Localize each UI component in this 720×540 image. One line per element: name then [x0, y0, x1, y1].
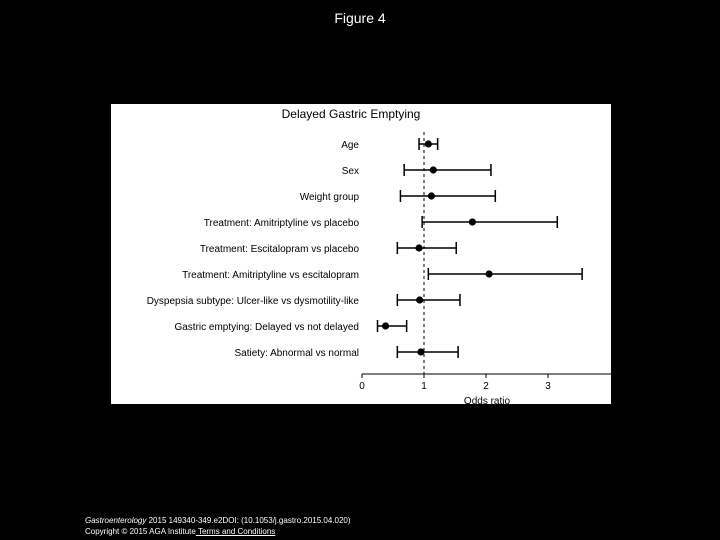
- row-label: Sex: [341, 166, 359, 177]
- citation-line: [85, 515, 351, 526]
- row-label: Treatment: Escitalopram vs placebo: [199, 244, 359, 255]
- copyright-text: Copyright © 2015 AGA Institute: [85, 527, 196, 536]
- terms-link[interactable]: Terms and Conditions: [195, 527, 276, 536]
- estimate-point: [486, 270, 493, 277]
- row-label: Satiety: Abnormal vs normal: [234, 348, 359, 359]
- citation-block: [85, 515, 351, 537]
- x-axis-label: Odds ratio: [463, 396, 511, 404]
- forest-plot-panel: [111, 104, 611, 404]
- row-label: Age: [341, 140, 359, 151]
- estimate-point: [417, 348, 424, 355]
- estimate-point: [416, 296, 423, 303]
- row-label: Treatment: Amitriptyline vs escitalopram: [182, 270, 359, 281]
- slide-title: Figure 4: [334, 10, 386, 26]
- copyright-line: [85, 526, 351, 537]
- forest-plot: [111, 104, 611, 404]
- row-label: Dyspepsia subtype: Ulcer-like vs dysmotility-like: [146, 296, 359, 307]
- citation-details: 2015 149340-349.e2DOI: (10.1053/j.gastro.2015.04.020): [146, 516, 351, 525]
- row-label: Weight group: [299, 192, 359, 203]
- chart-title: Delayed Gastric Emptying: [281, 107, 421, 121]
- estimate-point: [469, 218, 476, 225]
- row-label: Treatment: Amitriptyline vs placebo: [203, 218, 359, 229]
- row-label: Gastric emptying: Delayed vs not delayed: [174, 322, 359, 333]
- journal-name: Gastroenterology: [85, 516, 147, 525]
- x-tick-label: 2: [483, 381, 489, 392]
- x-tick-label: 0: [359, 381, 365, 392]
- x-tick-label: 3: [545, 381, 551, 392]
- estimate-point: [415, 244, 422, 251]
- x-tick-label: 1: [421, 381, 427, 392]
- estimate-point: [382, 322, 389, 329]
- estimate-point: [425, 140, 432, 147]
- estimate-point: [428, 192, 435, 199]
- estimate-point: [430, 166, 437, 173]
